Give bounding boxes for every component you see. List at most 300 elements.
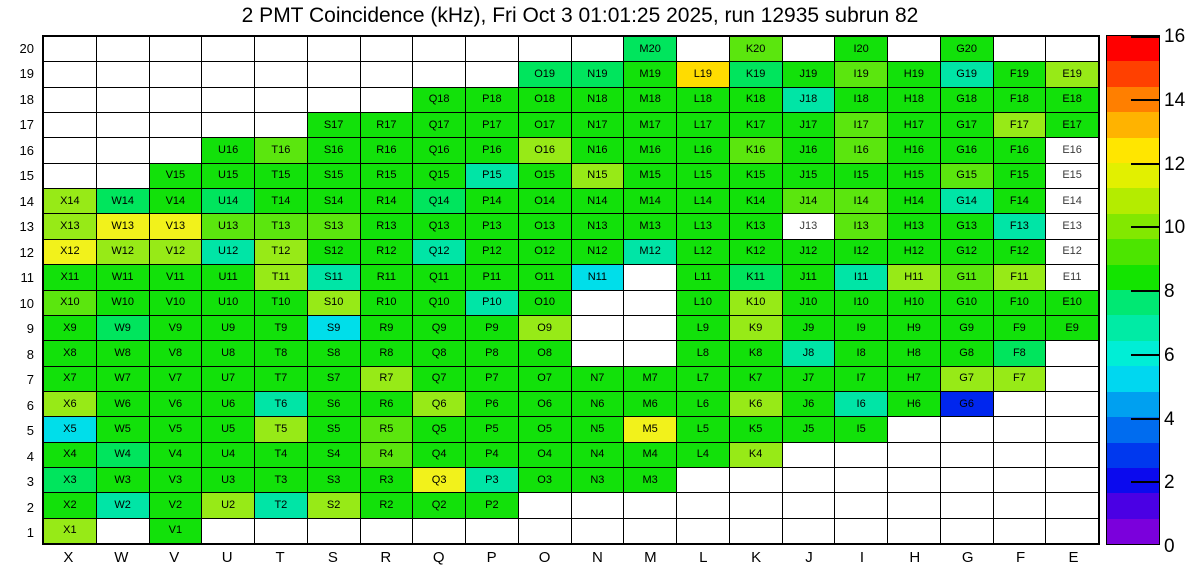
- heatmap-cell-O7: [519, 367, 571, 391]
- heatmap-cell-O19: [519, 62, 571, 86]
- heatmap-cell-T9: [255, 316, 307, 340]
- cell-label: T2: [274, 498, 288, 511]
- heatmap-cell-I16: [835, 138, 887, 162]
- heatmap-cell-Q15: [413, 164, 465, 188]
- cell-label: E13: [1062, 220, 1082, 233]
- heatmap-cell-empty: [519, 493, 571, 517]
- cell-label: K5: [748, 422, 763, 435]
- cell-label: I14: [853, 194, 869, 207]
- heatmap-cell-H10: [888, 291, 940, 315]
- heatmap-cell-L5: [677, 417, 729, 441]
- heatmap-cell-L12: [677, 240, 729, 264]
- cell-label: H9: [906, 321, 921, 334]
- heatmap-cell-I5: [835, 417, 887, 441]
- cell-label: M4: [642, 448, 658, 461]
- heatmap-cell-E12: [1046, 240, 1098, 264]
- cell-label: J19: [799, 68, 818, 81]
- heatmap-cell-V6: [150, 392, 202, 416]
- cell-label: L4: [696, 448, 709, 461]
- cell-label: O14: [534, 194, 556, 207]
- heatmap-cell-P10: [466, 291, 518, 315]
- cell-label: L15: [693, 169, 713, 182]
- cell-label: I6: [856, 397, 866, 410]
- cell-label: S13: [323, 220, 344, 233]
- heatmap-cell-empty: [97, 113, 149, 137]
- cell-label: E16: [1062, 144, 1082, 157]
- colorbar-label-4: 4: [1164, 408, 1175, 430]
- cell-label: P16: [482, 144, 502, 157]
- heatmap-cell-G7: [941, 367, 993, 391]
- cell-label: R16: [376, 144, 397, 157]
- cell-label: E19: [1062, 68, 1082, 81]
- heatmap-cell-X10: [44, 291, 96, 315]
- heatmap-cell-X11: [44, 265, 96, 289]
- heatmap-cell-P15: [466, 164, 518, 188]
- heatmap-cell-M16: [624, 138, 676, 162]
- heatmap-cell-M19: [624, 62, 676, 86]
- cell-label: N15: [587, 169, 608, 182]
- cell-label: N11: [587, 270, 608, 283]
- heatmap-cell-J15: [783, 164, 835, 188]
- heatmap-cell-N7: [572, 367, 624, 391]
- heatmap-cell-F9: [994, 316, 1046, 340]
- cell-label: X3: [63, 473, 77, 486]
- heatmap-cell-H6: [888, 392, 940, 416]
- cell-label: V1: [168, 524, 183, 537]
- y-axis-label-17: 17: [19, 117, 34, 133]
- heatmap-cell-empty: [466, 519, 518, 543]
- cell-label: P12: [482, 245, 502, 258]
- heatmap-cell-T8: [255, 341, 307, 365]
- cell-label: Q11: [429, 270, 450, 283]
- heatmap-cell-R3: [361, 468, 413, 492]
- colorbar-band: [1107, 61, 1159, 86]
- cell-label: W11: [111, 270, 134, 283]
- cell-label: T16: [271, 144, 291, 157]
- cell-label: I5: [856, 422, 866, 435]
- cell-label: R5: [379, 422, 394, 435]
- cell-label: H11: [904, 270, 924, 283]
- colorbar-band: [1107, 36, 1159, 61]
- heatmap-cell-T7: [255, 367, 307, 391]
- heatmap-cell-J7: [783, 367, 835, 391]
- cell-label: U5: [221, 422, 236, 435]
- heatmap-cell-S11: [308, 265, 360, 289]
- cell-label: J5: [802, 422, 815, 435]
- heatmap-cell-H7: [888, 367, 940, 391]
- heatmap-cell-V4: [150, 443, 202, 467]
- heatmap-cell-N3: [572, 468, 624, 492]
- heatmap-cell-R5: [361, 417, 413, 441]
- heatmap-cell-empty: [361, 519, 413, 543]
- heatmap-cell-empty: [202, 88, 254, 112]
- cell-label: I7: [856, 372, 866, 385]
- cell-label: H16: [903, 144, 924, 157]
- heatmap-cell-S9: [308, 316, 360, 340]
- colorbar-label-16: 16: [1164, 26, 1186, 47]
- cell-label: F14: [1009, 194, 1029, 207]
- colorbar-band: [1107, 239, 1159, 264]
- heatmap-cell-empty: [835, 519, 887, 543]
- heatmap-cell-empty: [150, 88, 202, 112]
- heatmap-cell-M6: [624, 392, 676, 416]
- cell-label: K6: [748, 397, 763, 410]
- y-axis-label-6: 6: [26, 397, 34, 413]
- cell-label: G14: [956, 194, 978, 207]
- y-axis-label-16: 16: [19, 142, 34, 158]
- heatmap-cell-N17: [572, 113, 624, 137]
- heatmap-cell-F7: [994, 367, 1046, 391]
- heatmap-cell-empty: [361, 62, 413, 86]
- heatmap-cell-empty: [730, 468, 782, 492]
- heatmap-cell-H14: [888, 189, 940, 213]
- cell-label: W6: [114, 397, 131, 410]
- cell-label: S4: [326, 448, 341, 461]
- cell-label: V4: [168, 448, 183, 461]
- heatmap-cell-R12: [361, 240, 413, 264]
- cell-label: O15: [534, 169, 556, 182]
- heatmap-cell-L14: [677, 189, 729, 213]
- heatmap-cell-N15: [572, 164, 624, 188]
- heatmap-cell-Q4: [413, 443, 465, 467]
- cell-label: L10: [693, 296, 713, 309]
- heatmap-cell-empty: [44, 62, 96, 86]
- cell-label: Q18: [428, 93, 450, 106]
- heatmap-cell-empty: [150, 138, 202, 162]
- cell-label: M7: [642, 372, 658, 385]
- heatmap-cell-E17: [1046, 113, 1098, 137]
- heatmap-cell-T6: [255, 392, 307, 416]
- cell-label: I20: [853, 42, 869, 55]
- colorbar-band: [1107, 392, 1159, 417]
- cell-label: S7: [326, 372, 341, 385]
- cell-label: J14: [799, 194, 818, 207]
- cell-label: T13: [271, 220, 291, 233]
- y-axis-label-15: 15: [19, 168, 34, 184]
- heatmap-cell-H8: [888, 341, 940, 365]
- heatmap-cell-H16: [888, 138, 940, 162]
- y-axis-label-7: 7: [26, 372, 34, 388]
- heatmap-cell-R16: [361, 138, 413, 162]
- cell-label: L8: [696, 346, 709, 359]
- cell-label: J10: [799, 296, 818, 309]
- heatmap-cell-X14: [44, 189, 96, 213]
- colorbar-tick-16: [1131, 36, 1159, 38]
- heatmap-cell-R14: [361, 189, 413, 213]
- cell-label: H17: [903, 118, 924, 131]
- heatmap-cell-U16: [202, 138, 254, 162]
- heatmap-cell-empty: [1046, 341, 1098, 365]
- cell-label: Q8: [431, 346, 447, 359]
- heatmap-cell-K6: [730, 392, 782, 416]
- y-axis-label-3: 3: [26, 474, 34, 490]
- heatmap-cell-U14: [202, 189, 254, 213]
- cell-label: O13: [534, 220, 556, 233]
- cell-label: F11: [1010, 270, 1029, 283]
- y-axis-label-8: 8: [26, 346, 34, 362]
- cell-label: P7: [485, 372, 499, 385]
- cell-label: U6: [221, 397, 236, 410]
- heatmap-cell-empty: [941, 417, 993, 441]
- heatmap-cell-empty: [994, 493, 1046, 517]
- heatmap-cell-S6: [308, 392, 360, 416]
- cell-label: H6: [906, 397, 921, 410]
- heatmap-cell-empty: [1046, 468, 1098, 492]
- cell-label: E14: [1062, 194, 1082, 207]
- cell-label: H19: [903, 68, 924, 81]
- heatmap-cell-G20: [941, 37, 993, 61]
- colorbar-band: [1107, 265, 1159, 290]
- colorbar-band: [1107, 493, 1159, 518]
- cell-label: N7: [590, 372, 605, 385]
- heatmap-cell-empty: [941, 519, 993, 543]
- heatmap-cell-H15: [888, 164, 940, 188]
- x-axis-label-N: N: [592, 549, 603, 566]
- heatmap-cell-W11: [97, 265, 149, 289]
- heatmap-cell-G16: [941, 138, 993, 162]
- heatmap-cell-E10: [1046, 291, 1098, 315]
- cell-label: V3: [168, 473, 183, 486]
- colorbar-tick-8: [1131, 290, 1159, 292]
- heatmap-cell-R6: [361, 392, 413, 416]
- heatmap-cell-V9: [150, 316, 202, 340]
- cell-label: U2: [221, 498, 236, 511]
- heatmap-cell-P5: [466, 417, 518, 441]
- cell-label: L12: [693, 245, 713, 258]
- heatmap-cell-P18: [466, 88, 518, 112]
- colorbar-band: [1107, 519, 1159, 544]
- colorbar-label-14: 14: [1164, 89, 1186, 111]
- cell-label: P18: [482, 93, 502, 106]
- heatmap-cell-I18: [835, 88, 887, 112]
- heatmap-cell-X5: [44, 417, 96, 441]
- x-axis-label-G: G: [961, 549, 974, 566]
- heatmap-cell-L15: [677, 164, 729, 188]
- heatmap-cell-empty: [150, 62, 202, 86]
- cell-label: F15: [1009, 169, 1029, 182]
- heatmap-cell-I11: [835, 265, 887, 289]
- cell-label: H7: [906, 372, 921, 385]
- cell-label: M14: [639, 194, 661, 207]
- cell-label: Q4: [431, 448, 447, 461]
- colorbar-band: [1107, 366, 1159, 391]
- cell-label: K17: [745, 118, 766, 131]
- colorbar-tick-14: [1131, 99, 1159, 101]
- cell-label: X2: [63, 498, 77, 511]
- cell-label: H10: [903, 296, 924, 309]
- cell-label: U7: [221, 372, 236, 385]
- cell-label: L7: [696, 372, 709, 385]
- heatmap-cell-empty: [202, 62, 254, 86]
- heatmap-cell-I15: [835, 164, 887, 188]
- x-axis-label-X: X: [63, 549, 74, 566]
- heatmap-cell-N11: [572, 265, 624, 289]
- y-axis-label-10: 10: [19, 295, 34, 311]
- cell-label: E12: [1062, 245, 1082, 258]
- cell-label: Q12: [428, 245, 450, 258]
- heatmap-cell-V2: [150, 493, 202, 517]
- heatmap-cell-O15: [519, 164, 571, 188]
- heatmap-cell-O6: [519, 392, 571, 416]
- heatmap-cell-X13: [44, 214, 96, 238]
- heatmap-cell-L13: [677, 214, 729, 238]
- heatmap-cell-X4: [44, 443, 96, 467]
- cell-label: H12: [903, 245, 924, 258]
- cell-label: R11: [376, 270, 397, 283]
- heatmap-cell-L6: [677, 392, 729, 416]
- heatmap-cell-empty: [994, 417, 1046, 441]
- cell-label: E15: [1062, 169, 1082, 182]
- heatmap-cell-J16: [783, 138, 835, 162]
- cell-label: T10: [271, 296, 291, 309]
- cell-label: P2: [485, 498, 499, 511]
- heatmap-cell-V7: [150, 367, 202, 391]
- cell-label: L18: [693, 93, 713, 106]
- cell-label: M15: [639, 169, 661, 182]
- heatmap-cell-K10: [730, 291, 782, 315]
- cell-label: N3: [590, 473, 605, 486]
- cell-label: M16: [639, 144, 661, 157]
- cell-label: I10: [853, 296, 869, 309]
- heatmap-cell-empty: [361, 37, 413, 61]
- y-axis-label-5: 5: [26, 423, 34, 439]
- colorbar-tick-6: [1131, 354, 1159, 356]
- y-axis-label-11: 11: [20, 270, 34, 286]
- heatmap-cell-M15: [624, 164, 676, 188]
- cell-label: P5: [485, 422, 499, 435]
- heatmap-cell-K11: [730, 265, 782, 289]
- cell-label: I11: [853, 270, 869, 283]
- heatmap-cell-empty: [783, 443, 835, 467]
- cell-label: W5: [114, 422, 131, 435]
- heatmap-cell-E18: [1046, 88, 1098, 112]
- cell-label: M20: [639, 42, 661, 55]
- heatmap-cell-N13: [572, 214, 624, 238]
- cell-label: Q15: [428, 169, 450, 182]
- x-axis-label-J: J: [805, 549, 813, 566]
- heatmap-cell-Q8: [413, 341, 465, 365]
- heatmap-cell-J9: [783, 316, 835, 340]
- cell-label: G8: [959, 346, 974, 359]
- cell-label: U11: [218, 270, 238, 283]
- cell-label: V15: [165, 169, 186, 182]
- heatmap-cell-R17: [361, 113, 413, 137]
- cell-label: R6: [379, 397, 394, 410]
- heatmap-cell-E11: [1046, 265, 1098, 289]
- cell-label: L19: [693, 68, 713, 81]
- cell-label: T7: [274, 372, 288, 385]
- heatmap-cell-empty: [413, 37, 465, 61]
- heatmap-cell-empty: [941, 493, 993, 517]
- cell-label: L11: [694, 270, 712, 283]
- heatmap-cell-V15: [150, 164, 202, 188]
- heatmap-cell-L8: [677, 341, 729, 365]
- cell-label: S6: [326, 397, 341, 410]
- cell-label: P8: [485, 346, 499, 359]
- cell-label: N4: [590, 448, 605, 461]
- heatmap-cell-J12: [783, 240, 835, 264]
- heatmap-cell-empty: [572, 291, 624, 315]
- colorbar-tick-12: [1131, 163, 1159, 165]
- heatmap-cell-I17: [835, 113, 887, 137]
- cell-label: W14: [111, 194, 134, 207]
- heatmap-cell-P11: [466, 265, 518, 289]
- heatmap-cell-empty: [730, 493, 782, 517]
- heatmap-cell-empty: [888, 493, 940, 517]
- heatmap-cell-F11: [994, 265, 1046, 289]
- cell-label: R12: [376, 245, 397, 258]
- cell-label: I13: [853, 220, 869, 233]
- heatmap-cell-R15: [361, 164, 413, 188]
- heatmap-cell-I7: [835, 367, 887, 391]
- heatmap-cell-Q16: [413, 138, 465, 162]
- heatmap-cell-M5: [624, 417, 676, 441]
- cell-label: O16: [534, 144, 556, 157]
- cell-label: O18: [534, 93, 556, 106]
- cell-label: F17: [1009, 118, 1029, 131]
- heatmap-cell-S13: [308, 214, 360, 238]
- heatmap-cell-J10: [783, 291, 835, 315]
- cell-label: K14: [745, 194, 766, 207]
- heatmap-cell-F18: [994, 88, 1046, 112]
- cell-label: Q2: [431, 498, 447, 511]
- cell-label: H18: [903, 93, 924, 106]
- cell-label: F12: [1009, 245, 1029, 258]
- heatmap-cell-O18: [519, 88, 571, 112]
- heatmap-cell-H17: [888, 113, 940, 137]
- heatmap-cell-K19: [730, 62, 782, 86]
- cell-label: J15: [799, 169, 818, 182]
- cell-label: K8: [748, 346, 763, 359]
- heatmap-cell-X1: [44, 519, 96, 543]
- heatmap-cell-V5: [150, 417, 202, 441]
- heatmap-cell-K13: [730, 214, 782, 238]
- cell-label: O17: [534, 118, 556, 131]
- heatmap-cell-R2: [361, 493, 413, 517]
- heatmap-cell-empty: [202, 113, 254, 137]
- cell-label: R15: [376, 169, 397, 182]
- x-axis-label-K: K: [751, 549, 762, 566]
- cell-label: I8: [856, 346, 866, 359]
- heatmap-cell-empty: [255, 113, 307, 137]
- heatmap-cell-J11: [783, 265, 835, 289]
- cell-label: I18: [853, 93, 869, 106]
- heatmap-cell-J5: [783, 417, 835, 441]
- cell-label: U9: [221, 321, 236, 334]
- heatmap-cell-empty: [994, 392, 1046, 416]
- colorbar-label-6: 6: [1164, 344, 1175, 366]
- heatmap-cell-W6: [97, 392, 149, 416]
- cell-label: S16: [323, 144, 344, 157]
- heatmap-cell-H19: [888, 62, 940, 86]
- heatmap-cell-H12: [888, 240, 940, 264]
- cell-label: H8: [906, 346, 921, 359]
- heatmap-cell-K15: [730, 164, 782, 188]
- chart-title: 2 PMT Coincidence (kHz), Fri Oct 3 01:01:25 2025, run 12935 subrun 82: [241, 4, 919, 27]
- cell-label: K15: [745, 169, 766, 182]
- cell-label: I15: [853, 169, 869, 182]
- heatmap-cell-N4: [572, 443, 624, 467]
- cell-label: K13: [745, 220, 766, 233]
- heatmap-cell-F12: [994, 240, 1046, 264]
- cell-label: X6: [63, 397, 77, 410]
- heatmap-cell-T16: [255, 138, 307, 162]
- heatmap-cell-H13: [888, 214, 940, 238]
- cell-label: V5: [168, 422, 183, 435]
- cell-label: J17: [799, 118, 818, 131]
- cell-label: M3: [642, 473, 658, 486]
- heatmap-cell-F10: [994, 291, 1046, 315]
